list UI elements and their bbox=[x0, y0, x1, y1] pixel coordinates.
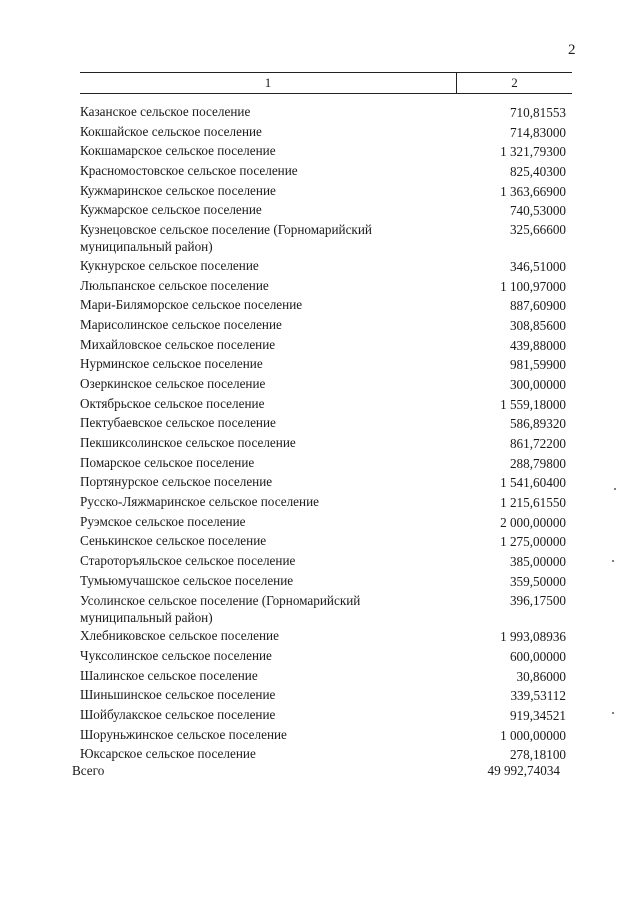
settlement-amount: 825,40300 bbox=[509, 164, 566, 180]
settlement-amount: 1 275,00000 bbox=[500, 534, 566, 550]
settlement-name: Кукнурское сельское поселение bbox=[80, 257, 259, 273]
table-row bbox=[80, 277, 566, 295]
settlement-name: Люльпанское сельское поселение bbox=[80, 277, 269, 293]
settlement-name: Озеркинское сельское поселение bbox=[80, 375, 266, 391]
settlement-amount: 359,50000 bbox=[509, 573, 566, 589]
settlement-name: Руэмское сельское поселение bbox=[80, 513, 246, 529]
settlement-amount: 861,72200 bbox=[509, 436, 566, 451]
settlement-amount: 1 215,61550 bbox=[500, 495, 566, 511]
settlement-amount: 300,00000 bbox=[509, 376, 566, 392]
settlement-amount: 2 000,00000 bbox=[500, 514, 566, 530]
settlement-amount: 1 000,00000 bbox=[500, 727, 566, 743]
total-value: 49 992,74034 bbox=[487, 763, 560, 778]
settlement-name: Октябрьское сельское поселение bbox=[80, 395, 265, 411]
header-column-2: 2 bbox=[511, 75, 518, 90]
total-row bbox=[72, 763, 560, 779]
settlement-name: Пекшиксолинское сельское поселение bbox=[80, 435, 296, 450]
settlement-amount: 981,59900 bbox=[509, 357, 566, 373]
settlement-amount: 600,00000 bbox=[509, 648, 566, 664]
settlement-amount: 325,66600 bbox=[509, 222, 566, 238]
settlement-amount: 1 100,97000 bbox=[500, 278, 566, 294]
settlement-name: Мари-Биляморское сельское поселение bbox=[80, 297, 303, 313]
table-row bbox=[80, 667, 566, 685]
settlement-amount: 1 321,79300 bbox=[500, 144, 566, 160]
table-row bbox=[80, 532, 566, 550]
settlement-list bbox=[80, 103, 566, 765]
table-row bbox=[80, 414, 566, 432]
table-row bbox=[80, 686, 566, 704]
settlement-name: Староторъяльское сельское поселение bbox=[80, 553, 296, 569]
table-row bbox=[80, 162, 566, 180]
settlement-name: Усолинское сельское поселение (Горномарийский муниципальный район) bbox=[80, 592, 361, 625]
table-row bbox=[80, 221, 566, 255]
table-row bbox=[80, 454, 566, 472]
table-row bbox=[80, 434, 566, 452]
table-row bbox=[80, 375, 566, 393]
settlement-name: Хлебниковское сельское поселение bbox=[80, 628, 279, 644]
settlement-name: Помарское сельское поселение bbox=[80, 454, 255, 470]
table-row bbox=[80, 336, 566, 354]
settlement-amount: 1 541,60400 bbox=[500, 475, 566, 491]
settlement-amount: 586,89320 bbox=[509, 416, 566, 432]
table-row bbox=[80, 473, 566, 491]
settlement-amount: 887,60900 bbox=[509, 298, 566, 314]
settlement-name: Казанское сельское поселение bbox=[80, 104, 251, 119]
settlement-name: Шиньшинское сельское поселение bbox=[80, 687, 276, 703]
header-column-1: 1 bbox=[264, 75, 272, 90]
settlement-amount: 288,79800 bbox=[509, 455, 566, 471]
table-row bbox=[80, 513, 566, 531]
settlement-name: Марисолинское сельское поселение bbox=[80, 316, 282, 332]
settlement-name: Нурминское сельское поселение bbox=[80, 356, 263, 372]
table-row bbox=[80, 726, 566, 744]
total-label: Всего bbox=[72, 763, 105, 778]
settlement-amount: 740,53000 bbox=[509, 203, 566, 219]
table-row bbox=[80, 745, 566, 763]
settlement-amount: 1 363,66900 bbox=[500, 183, 566, 199]
settlement-name: Русско-Ляжмаринское сельское поселение bbox=[80, 494, 319, 510]
table-row bbox=[80, 552, 566, 570]
table-header bbox=[80, 72, 572, 94]
settlement-amount: 346,51000 bbox=[509, 258, 566, 274]
settlement-name: Сенькинское сельское поселение bbox=[80, 533, 267, 549]
settlement-amount: 439,88000 bbox=[509, 337, 566, 353]
table-row bbox=[80, 493, 566, 511]
page-number: 2 bbox=[568, 42, 576, 58]
table-row bbox=[80, 182, 566, 200]
settlement-amount: 919,34521 bbox=[509, 707, 566, 723]
settlement-name: Красномостовское сельское поселение bbox=[80, 163, 298, 179]
settlement-amount: 1 993,08936 bbox=[500, 629, 566, 645]
settlement-amount: 710,81553 bbox=[509, 105, 566, 120]
settlement-name: Кузнецовское сельское поселение (Горномарийский муниципальный район) bbox=[80, 222, 372, 255]
table-row bbox=[80, 316, 566, 334]
table-row bbox=[80, 355, 566, 373]
settlement-name: Юксарское сельское поселение bbox=[80, 746, 256, 762]
table-row bbox=[80, 572, 566, 590]
settlement-name: Кужмаринское сельское поселение bbox=[80, 182, 276, 198]
settlement-name: Кокшайское сельское поселение bbox=[80, 123, 262, 139]
table-row bbox=[80, 142, 566, 160]
settlement-name: Шойбулакское сельское поселение bbox=[80, 706, 276, 722]
scan-speck bbox=[612, 560, 614, 562]
settlement-amount: 385,00000 bbox=[509, 554, 566, 570]
table-row bbox=[80, 201, 566, 219]
table-row bbox=[80, 257, 566, 275]
table-row bbox=[80, 103, 566, 121]
settlement-amount: 396,17500 bbox=[509, 592, 566, 608]
settlement-name: Шалинское сельское поселение bbox=[80, 667, 258, 683]
settlement-name: Пектубаевское сельское поселение bbox=[80, 415, 276, 431]
scan-speck bbox=[614, 488, 616, 490]
table-row bbox=[80, 706, 566, 724]
settlement-amount: 1 559,18000 bbox=[500, 396, 566, 412]
settlement-name: Портянурское сельское поселение bbox=[80, 474, 273, 490]
scan-speck bbox=[612, 712, 614, 714]
settlement-name: Кокшамарское сельское поселение bbox=[80, 143, 276, 159]
table-row bbox=[80, 395, 566, 413]
settlement-amount: 714,83000 bbox=[509, 124, 566, 140]
table-row bbox=[80, 647, 566, 665]
table-row bbox=[80, 123, 566, 141]
settlement-name: Шоруньжинское сельское поселение bbox=[80, 726, 287, 742]
table-row bbox=[80, 296, 566, 314]
settlement-amount: 278,18100 bbox=[509, 747, 566, 763]
settlement-amount: 308,85600 bbox=[509, 317, 566, 333]
settlement-name: Кужмарское сельское поселение bbox=[80, 202, 262, 218]
settlement-amount: 30,86000 bbox=[516, 668, 566, 684]
settlement-amount: 339,53112 bbox=[510, 688, 566, 704]
settlement-name: Михайловское сельское поселение bbox=[80, 336, 276, 352]
table-row bbox=[80, 627, 566, 645]
settlement-name: Тумьюмучашское сельское поселение bbox=[80, 572, 294, 588]
table-row bbox=[80, 592, 566, 626]
settlement-name: Чуксолинское сельское поселение bbox=[80, 647, 272, 663]
